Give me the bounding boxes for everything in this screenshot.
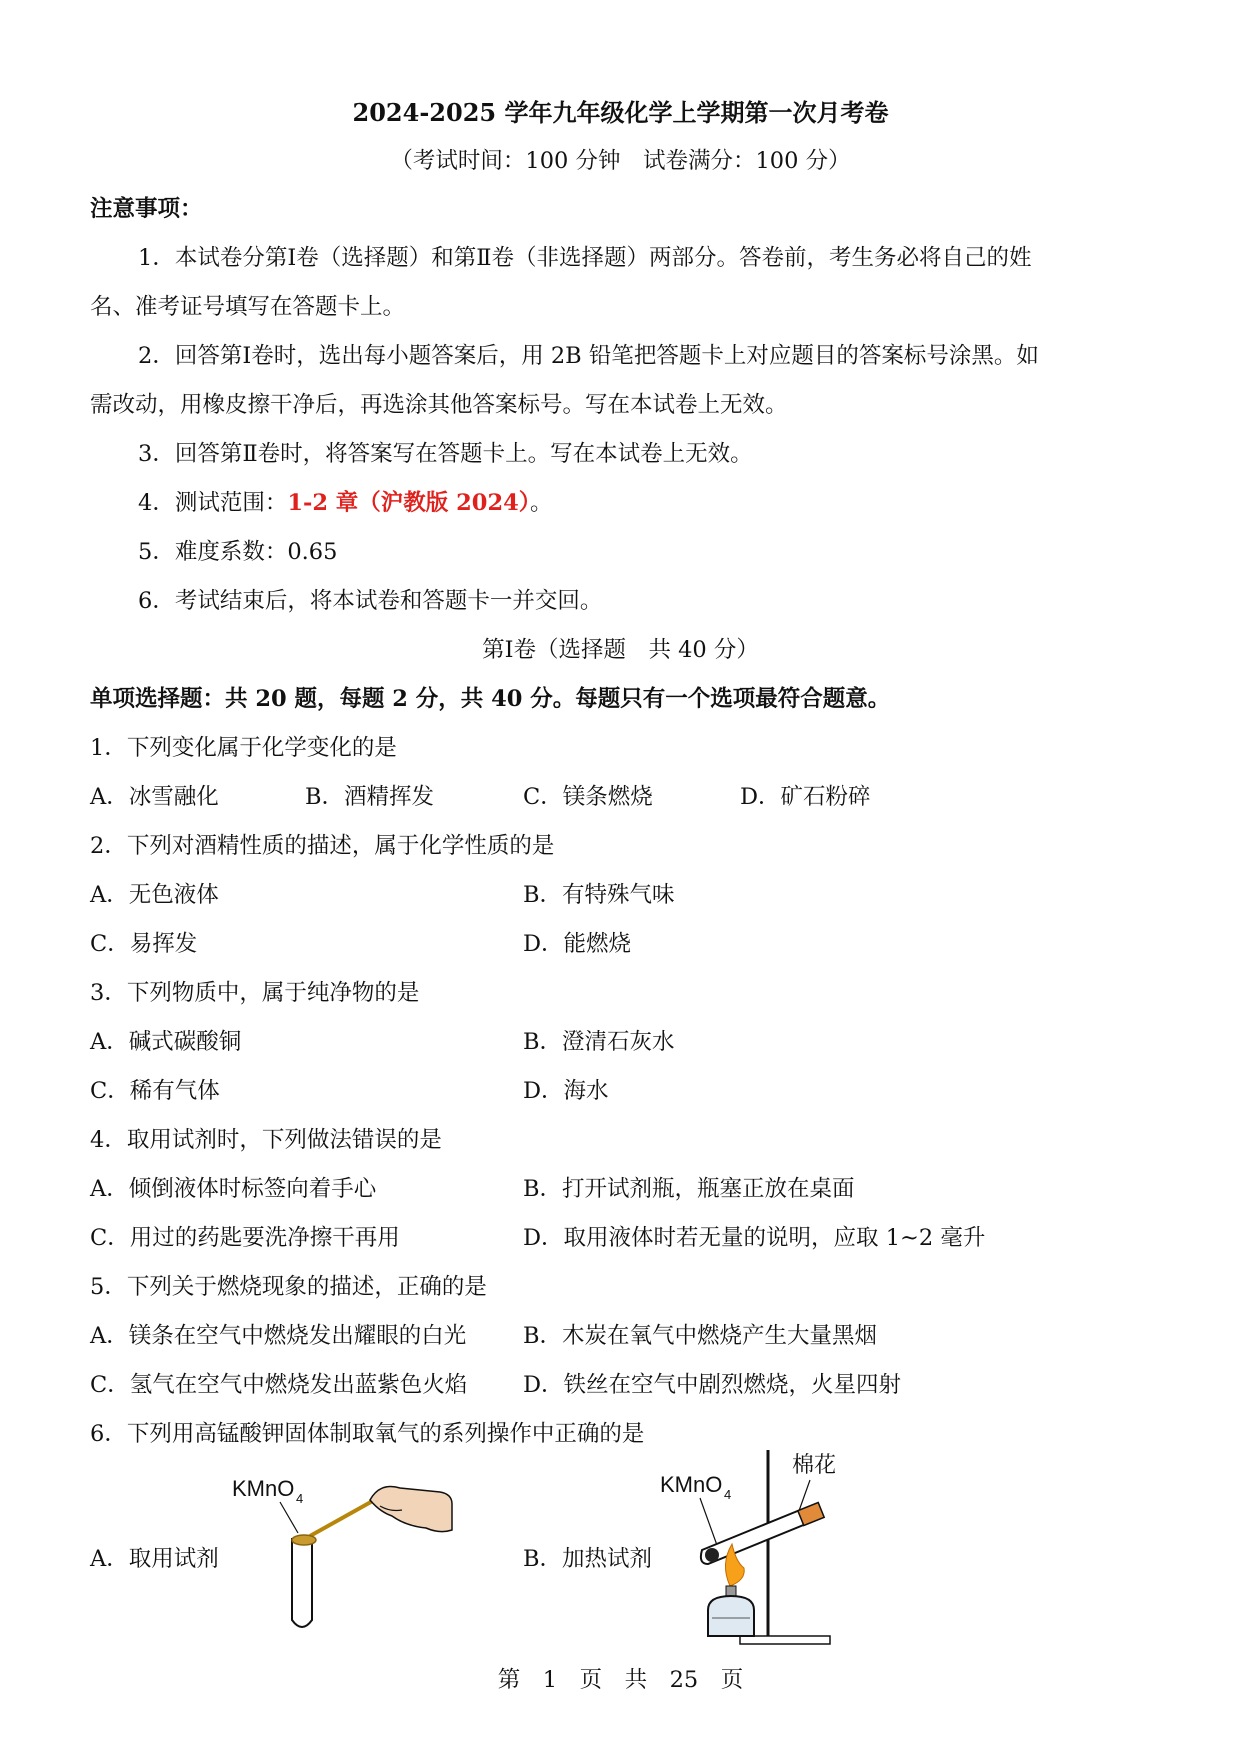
question-3-option-d: D．海水 [523,1078,609,1104]
note-2-line-2: 需改动，用橡皮擦干净后，再选涂其他答案标号。写在本试卷上无效。 [90,392,788,418]
note-1-line-1: 1．本试卷分第Ⅰ卷（选择题）和第Ⅱ卷（非选择题）两部分。答卷前，考生务必将自己的姓 [138,245,1032,271]
figure-b-cotton-label: 棉花 [792,1452,837,1477]
question-2-option-d: D．能燃烧 [523,931,632,957]
notes-heading: 注意事项： [90,196,203,222]
page-footer: 第 1 页 共 25 页 [497,1667,744,1693]
kmno4-powder [705,1548,719,1562]
note-5: 5．难度系数：0.65 [138,539,338,565]
section-instruction: 单项选择题：共 20 题，每题 2 分，共 40 分。每题只有一个选项最符合题意。 [90,686,891,712]
alcohol-lamp-icon [708,1596,754,1636]
question-2-stem: 2．下列对酒精性质的描述，属于化学性质的是 [90,833,555,859]
question-4-option-b: B．打开试剂瓶，瓶塞正放在桌面 [523,1176,855,1202]
exam-info: （考试时间：100 分钟 试卷满分：100 分） [390,148,851,174]
figure-a-kmno4-label: KMnO [232,1476,295,1501]
figure-a-kmno4-subscript: 4 [296,1491,304,1506]
hand-icon [370,1487,452,1532]
question-5-option-b: B．木炭在氧气中燃烧产生大量黑烟 [523,1323,878,1349]
note-2-line-1: 2．回答第Ⅰ卷时，选出每小题答案后，用 2B 铅笔把答题卡上对应题目的答案标号涂黑。如 [138,343,1039,369]
question-1-stem: 1．下列变化属于化学变化的是 [90,735,397,761]
question-5-option-a: A．镁条在空气中燃烧发出耀眼的白光 [90,1323,467,1349]
note-6: 6．考试结束后，将本试卷和答题卡一并交回。 [138,588,603,614]
question-4-option-d: D．取用液体时若无量的说明，应取 1~2 毫升 [523,1225,986,1251]
note-3: 3．回答第Ⅱ卷时，将答案写在答题卡上。写在本试卷上无效。 [138,441,753,467]
question-1-option-d: D．矿石粉碎 [740,784,871,810]
cotton-plug [798,1502,824,1525]
question-5-option-c: C．氢气在空气中燃烧发出蓝紫色火焰 [90,1372,468,1398]
question-5-stem: 5．下列关于燃烧现象的描述，正确的是 [90,1274,487,1300]
section-title: 第Ⅰ卷（选择题 共 40 分） [482,637,759,663]
question-6-option-b: B．加热试剂 [523,1546,653,1572]
spoon-icon [292,1535,316,1545]
figure-b-kmno4-subscript: 4 [724,1487,732,1502]
question-1-option-b: B．酒精挥发 [305,784,435,810]
question-1-option-a: A．冰雪融化 [90,784,219,810]
question-3-option-a: A．碱式碳酸铜 [90,1029,242,1055]
figure-a-leader-line [280,1502,298,1533]
note-4 [138,488,553,518]
note-4-prefix: 4．测试范围： [138,490,288,516]
figure-a-spoon-tube [230,1470,460,1640]
test-range: 1-2 章（沪教版 2024） [287,490,531,516]
question-2-option-c: C．易挥发 [90,931,198,957]
question-6-stem: 6．下列用高锰酸钾固体制取氧气的系列操作中正确的是 [90,1421,645,1447]
question-4-option-c: C．用过的药匙要洗净擦干再用 [90,1225,400,1251]
question-1-option-c: C．镁条燃烧 [523,784,653,810]
question-4-option-a: A．倾倒液体时标签向着手心 [90,1176,377,1202]
question-6-option-a: A．取用试剂 [90,1546,219,1572]
stand-base [740,1636,830,1644]
question-4-stem: 4．取用试剂时，下列做法错误的是 [90,1127,442,1153]
question-5-option-d: D．铁丝在空气中剧烈燃烧，火星四射 [523,1372,902,1398]
question-2-option-a: A．无色液体 [90,882,219,908]
note-4-suffix: 。 [530,490,553,516]
figure-b-kmno4-label: KMnO [660,1472,723,1497]
figure-b-heating-setup [660,1440,890,1650]
note-1-line-2: 名、准考证号填写在答题卡上。 [90,294,406,320]
spoon-handle [310,1498,378,1536]
question-3-option-c: C．稀有气体 [90,1078,220,1104]
test-tube-icon [292,1538,312,1627]
question-3-stem: 3．下列物质中，属于纯净物的是 [90,980,420,1006]
question-3-option-b: B．澄清石灰水 [523,1029,675,1055]
question-2-option-b: B．有特殊气味 [523,882,675,908]
page-title: 2024-2025 学年九年级化学上学期第一次月考卷 [352,98,889,127]
